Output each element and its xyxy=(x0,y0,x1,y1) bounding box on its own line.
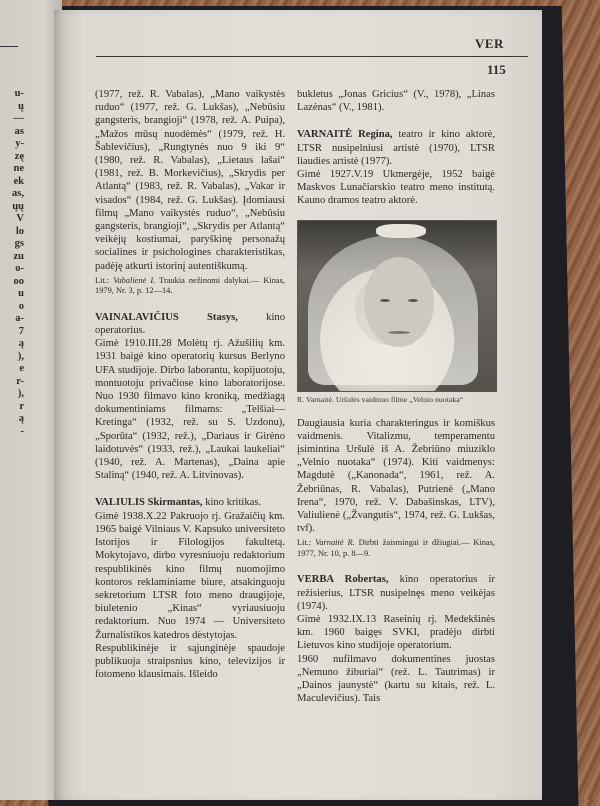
entry-body: Gimė 1938.X.22 Pakruojo rj. Gražaičių km. 1965 baigė Vilniaus V. Kapsuko universiteto Istorijos ir Filologijos fakultetą. Mokytojavo, dirbo vyresniuoju redaktorium respublikinės kino filmų nuomojimo kontoros reklaminiame biure, atsakinguoju sekretorium LTSR foto meno draugijoje, biuletenio „Kinas“ vyriausiuoju redaktorium. Nuo 1974 — Universiteto Žurnalistikos katedros dėstytojas. xyxy=(95,510,285,641)
line-fragment: as xyxy=(14,125,24,137)
entry-headword: VALIULIS Skirmantas, xyxy=(95,497,203,509)
entry-body-continued: Respublikinėje ir sąjunginėje spaudoje publikuoja straipsnius kino, televizijos ir fotomeno klausimais. Išleido xyxy=(95,642,285,681)
eye-shape xyxy=(408,299,418,302)
left-page-rule xyxy=(0,46,18,47)
line-fragment: o xyxy=(18,300,24,312)
line-fragment: u xyxy=(18,288,24,299)
line-fragment: ą xyxy=(18,413,24,424)
right-column xyxy=(297,88,495,705)
entry-body: Gimė 1932.IX.13 Raseinių rj. Medekšinės km. 1960 baigęs SVKI, pradėjo dirbti Lietuvos kino studijoje operatorium. xyxy=(297,614,495,652)
line-fragment: u- xyxy=(14,88,24,99)
photo-caption: R. Varnaitė. Uršulės vaidmuo filme „Velnio nuotaka“ xyxy=(297,394,464,404)
line-fragment: oo xyxy=(13,275,24,287)
line-fragment: o- xyxy=(15,263,24,274)
literature-reference xyxy=(95,276,285,297)
line-fragment: lo xyxy=(15,225,24,237)
lit-source: Traukia nežinomi dalykai.— Kinas, 1979, Nr. 3, p. 12—14. xyxy=(95,275,285,296)
line-fragment: V xyxy=(16,213,24,224)
line-fragment: r- xyxy=(16,375,24,387)
entry-role: kino operatorius. xyxy=(95,311,285,337)
continuation-text: (1977, rež. R. Vabalas), „Mano vaikystės ruduo“ (1977, rež. G. Lukšas), „Nebūsiu gangsteris, brangioji“ (1978, rež. A. Puipa), „Mažos mūsų nuodėmės“ (1979, rež. H. Šablevičius), „Rungtynės nuo 9 iki 9“ (1980, rež. R. Vabalas), „Lietaus lašai“ (1981, rež. B. Morkevičius), „Skrydis per Atlantą“ (1983, rež. R. Vabalas), „Vakar ir visados“ (1984, rež. G. Lukšas). Įdomiausi filmų „Mano vaikystės ruduo“, „Nebūsiu gangsteris, brangioji“, „Skrydis per Atlantą“ veikėjų kostiumai, paryškinę personažų socialines ir psichologines charakteristikas, padėję atkurti istorinį autentiškumą. xyxy=(95,89,285,272)
page-number: 115 xyxy=(487,62,506,77)
line-fragment: ek xyxy=(13,175,24,187)
line-fragment: ųų xyxy=(12,200,24,212)
lit-author: Varnaitė R. xyxy=(315,538,355,548)
line-fragment: zę xyxy=(14,150,24,162)
line-fragment: gs xyxy=(14,238,24,249)
entry-vainalavicius xyxy=(95,311,285,483)
portrait-photo xyxy=(297,220,497,392)
lit-author: Vabalienė I. xyxy=(113,275,156,285)
line-fragment: ), xyxy=(17,388,24,399)
line-fragment: e xyxy=(19,363,24,374)
line-fragment: zu xyxy=(13,250,24,262)
running-head: VER xyxy=(475,36,504,51)
line-fragment: as, xyxy=(12,188,24,199)
line-fragment: a- xyxy=(15,313,24,324)
lit-source: Dirbti žaismingai ir džiugiai.— Kinas, 1977, Nr. 10, p. 8—9. xyxy=(297,538,495,558)
entry-headword: VERBA Robertas, xyxy=(297,574,389,586)
line-fragment: — xyxy=(13,113,24,124)
line-fragment: ne xyxy=(13,163,24,174)
entry-body: Gimė 1910.III.28 Molėtų rj. Ažušilių km. 1931 baigė kino operatorių kursus Berlyno UFA studijoje. Dirbo laborantu, kopijuotoju, montuotoju privačiose kino laboratorijose. Nuo 1930 filmavo kino kroniką, medžiagą dokumentiniams filmams: „Telšiai—Kretinga“ (1932, rež. su S. Uzdonu), „Sporūta“ (1932, rež.), „Dariaus ir Girėno laidotuvės“ (1933, rež.), „Laukai laukeliai“ (1940, rež. A. Martenas), „Daina apie Staliną“ (1940, rež. A. Litvinovas). xyxy=(95,338,285,482)
header-rule xyxy=(96,56,528,57)
left-page-edge xyxy=(0,0,62,800)
line-fragment: ų xyxy=(18,100,24,112)
line-fragment: ą xyxy=(18,338,24,349)
entry-headword: VAINALAVIČIUS Stasys, xyxy=(95,311,238,323)
entry-role: kino operatorius ir režisierius, LTSR nusipelnęs meno veikėjas (1974). xyxy=(297,574,495,612)
entry-varnaite xyxy=(297,128,495,559)
continuation-text: bukletus „Jonas Gricius“ (V., 1978), „Linas Lazėnas“ (V., 1981). xyxy=(297,89,495,114)
literature-reference xyxy=(297,538,495,559)
line-fragment: r xyxy=(19,400,24,412)
entry-headword: VARNAITĖ Regina, xyxy=(297,129,393,141)
line-fragment: 7 xyxy=(18,325,24,337)
entry-role: kino kritikas. xyxy=(202,497,262,509)
lit-prefix: Lit.: xyxy=(297,538,316,548)
headpiece-shape xyxy=(376,224,426,238)
entry-role: teatro ir kino aktorė, LTSR nusipelniusi artistė (1970), LTSR liaudies artistė (1977). xyxy=(297,129,495,167)
entry-verba xyxy=(297,573,495,705)
entry-body-continued: 1960 nufilmavo dokumentines juostas „Nemuno žiburiai“ (rež. L. Tautrimas) ir „Dainos jaunystė“ (kartu su kitais, rež. L. Maculevičius). Tais xyxy=(297,653,495,705)
left-page-text-fragment xyxy=(2,88,24,438)
entry-valiulis xyxy=(95,496,285,681)
mouth-shape xyxy=(388,331,410,334)
line-fragment: - xyxy=(20,425,24,437)
line-fragment: ), xyxy=(17,350,24,362)
lit-prefix: Lit.: xyxy=(95,275,114,285)
line-fragment: y- xyxy=(15,138,24,149)
entry-body-continued: Daugiausia kuria charakteringus ir komiškus vaidmenis. Vitalizmu, temperamentu įsimintina Uršulė iš A. Žebriūno miuziklo „Velnio nuotaka“ (1974). Kiti vaidmenys: Magdutė („Kanonada“, 1961, rež. A. Žebriūnas, R. Vabalas), Putrienė („Mano Irena“, 1970, rež. V. Dabašinskas, LTV), Valiulienė („Žvangutis“, 1974, rež. G. Lukšas, tvf). xyxy=(297,417,495,535)
eye-shape xyxy=(380,299,390,302)
left-column xyxy=(95,88,285,681)
entry-body: Gimė 1927.V.19 Ukmergėje, 1952 baigė Maskvos Lunačiarskio teatro meno institutą. Kauno dramos teatro aktorė. xyxy=(297,169,495,207)
